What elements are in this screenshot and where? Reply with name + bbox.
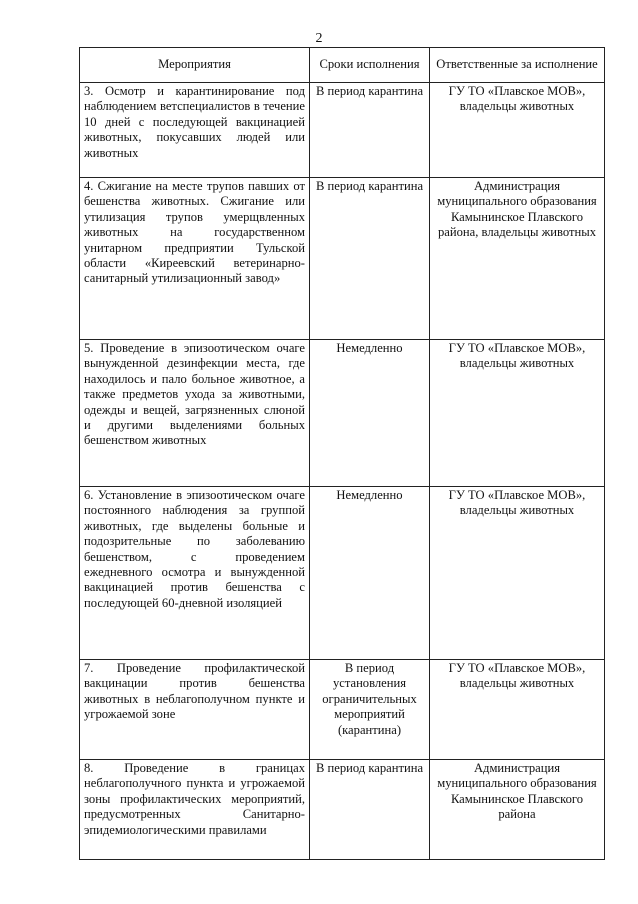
- deadline-cell: В период карантина: [310, 83, 430, 178]
- header-measures: Мероприятия: [80, 48, 310, 83]
- header-deadlines: Сроки исполнения: [310, 48, 430, 83]
- responsible-cell: ГУ ТО «Плавское МОВ», владельцы животных: [430, 487, 605, 660]
- table-header-row: [80, 48, 605, 83]
- measure-cell: 6. Установление в эпизоотическом очаге постоянного наблюдения за группой животных, где выделены больные и подозрительные по заболеванию бешенством, с проведением ежедневного осмотра и вынужденной вакцинацией против бешенства с последующей 60-дневной изоляцией: [80, 487, 310, 660]
- measures-table: [79, 47, 605, 860]
- deadline-cell: В период карантина: [310, 760, 430, 860]
- measure-cell: 8. Проведение в границах неблагополучного пункта и угрожаемой зоны профилактических мероприятий, предусмотренных Санитарно-эпидемиологическими правилами: [80, 760, 310, 860]
- table-row: [80, 760, 605, 860]
- header-responsible: Ответственные за исполнение: [430, 48, 605, 83]
- table-row: [80, 487, 605, 660]
- measure-cell: 4. Сжигание на месте трупов павших от бешенства животных. Сжигание или утилизация трупов умерщвленных животных на государственном унитарном предприятии Тульской области «Киреевский ветеринарно-санитарный утилизационный завод»: [80, 178, 310, 340]
- table-row: [80, 83, 605, 178]
- deadline-cell: В период карантина: [310, 178, 430, 340]
- responsible-cell: Администрация муниципального образования Камынинское Плавского района: [430, 760, 605, 860]
- deadline-cell: Немедленно: [310, 340, 430, 487]
- table-row: [80, 178, 605, 340]
- table-row: [80, 660, 605, 760]
- responsible-cell: ГУ ТО «Плавское МОВ», владельцы животных: [430, 340, 605, 487]
- responsible-cell: ГУ ТО «Плавское МОВ», владельцы животных: [430, 660, 605, 760]
- measure-cell: 5. Проведение в эпизоотическом очаге вынужденной дезинфекции места, где находилось и пало больное животное, а также предметов ухода за животными, одежды и вещей, загрязненных слюной и другими выделениями больных бешенством животных: [80, 340, 310, 487]
- responsible-cell: Администрация муниципального образования Камынинское Плавского района, владельцы животных: [430, 178, 605, 340]
- deadline-cell: Немедленно: [310, 487, 430, 660]
- measure-cell: 7. Проведение профилактической вакцинации против бешенства животных в неблагополучном пункте и угрожаемой зоне: [80, 660, 310, 760]
- deadline-cell: В период установления ограничительных мероприятий (карантина): [310, 660, 430, 760]
- table-row: [80, 340, 605, 487]
- page-number: 2: [315, 31, 323, 46]
- measure-cell: 3. Осмотр и карантинирование под наблюдением ветспециалистов в течение 10 дней с последующей вакцинацией животных, покусавших людей или животных: [80, 83, 310, 178]
- responsible-cell: ГУ ТО «Плавское МОВ», владельцы животных: [430, 83, 605, 178]
